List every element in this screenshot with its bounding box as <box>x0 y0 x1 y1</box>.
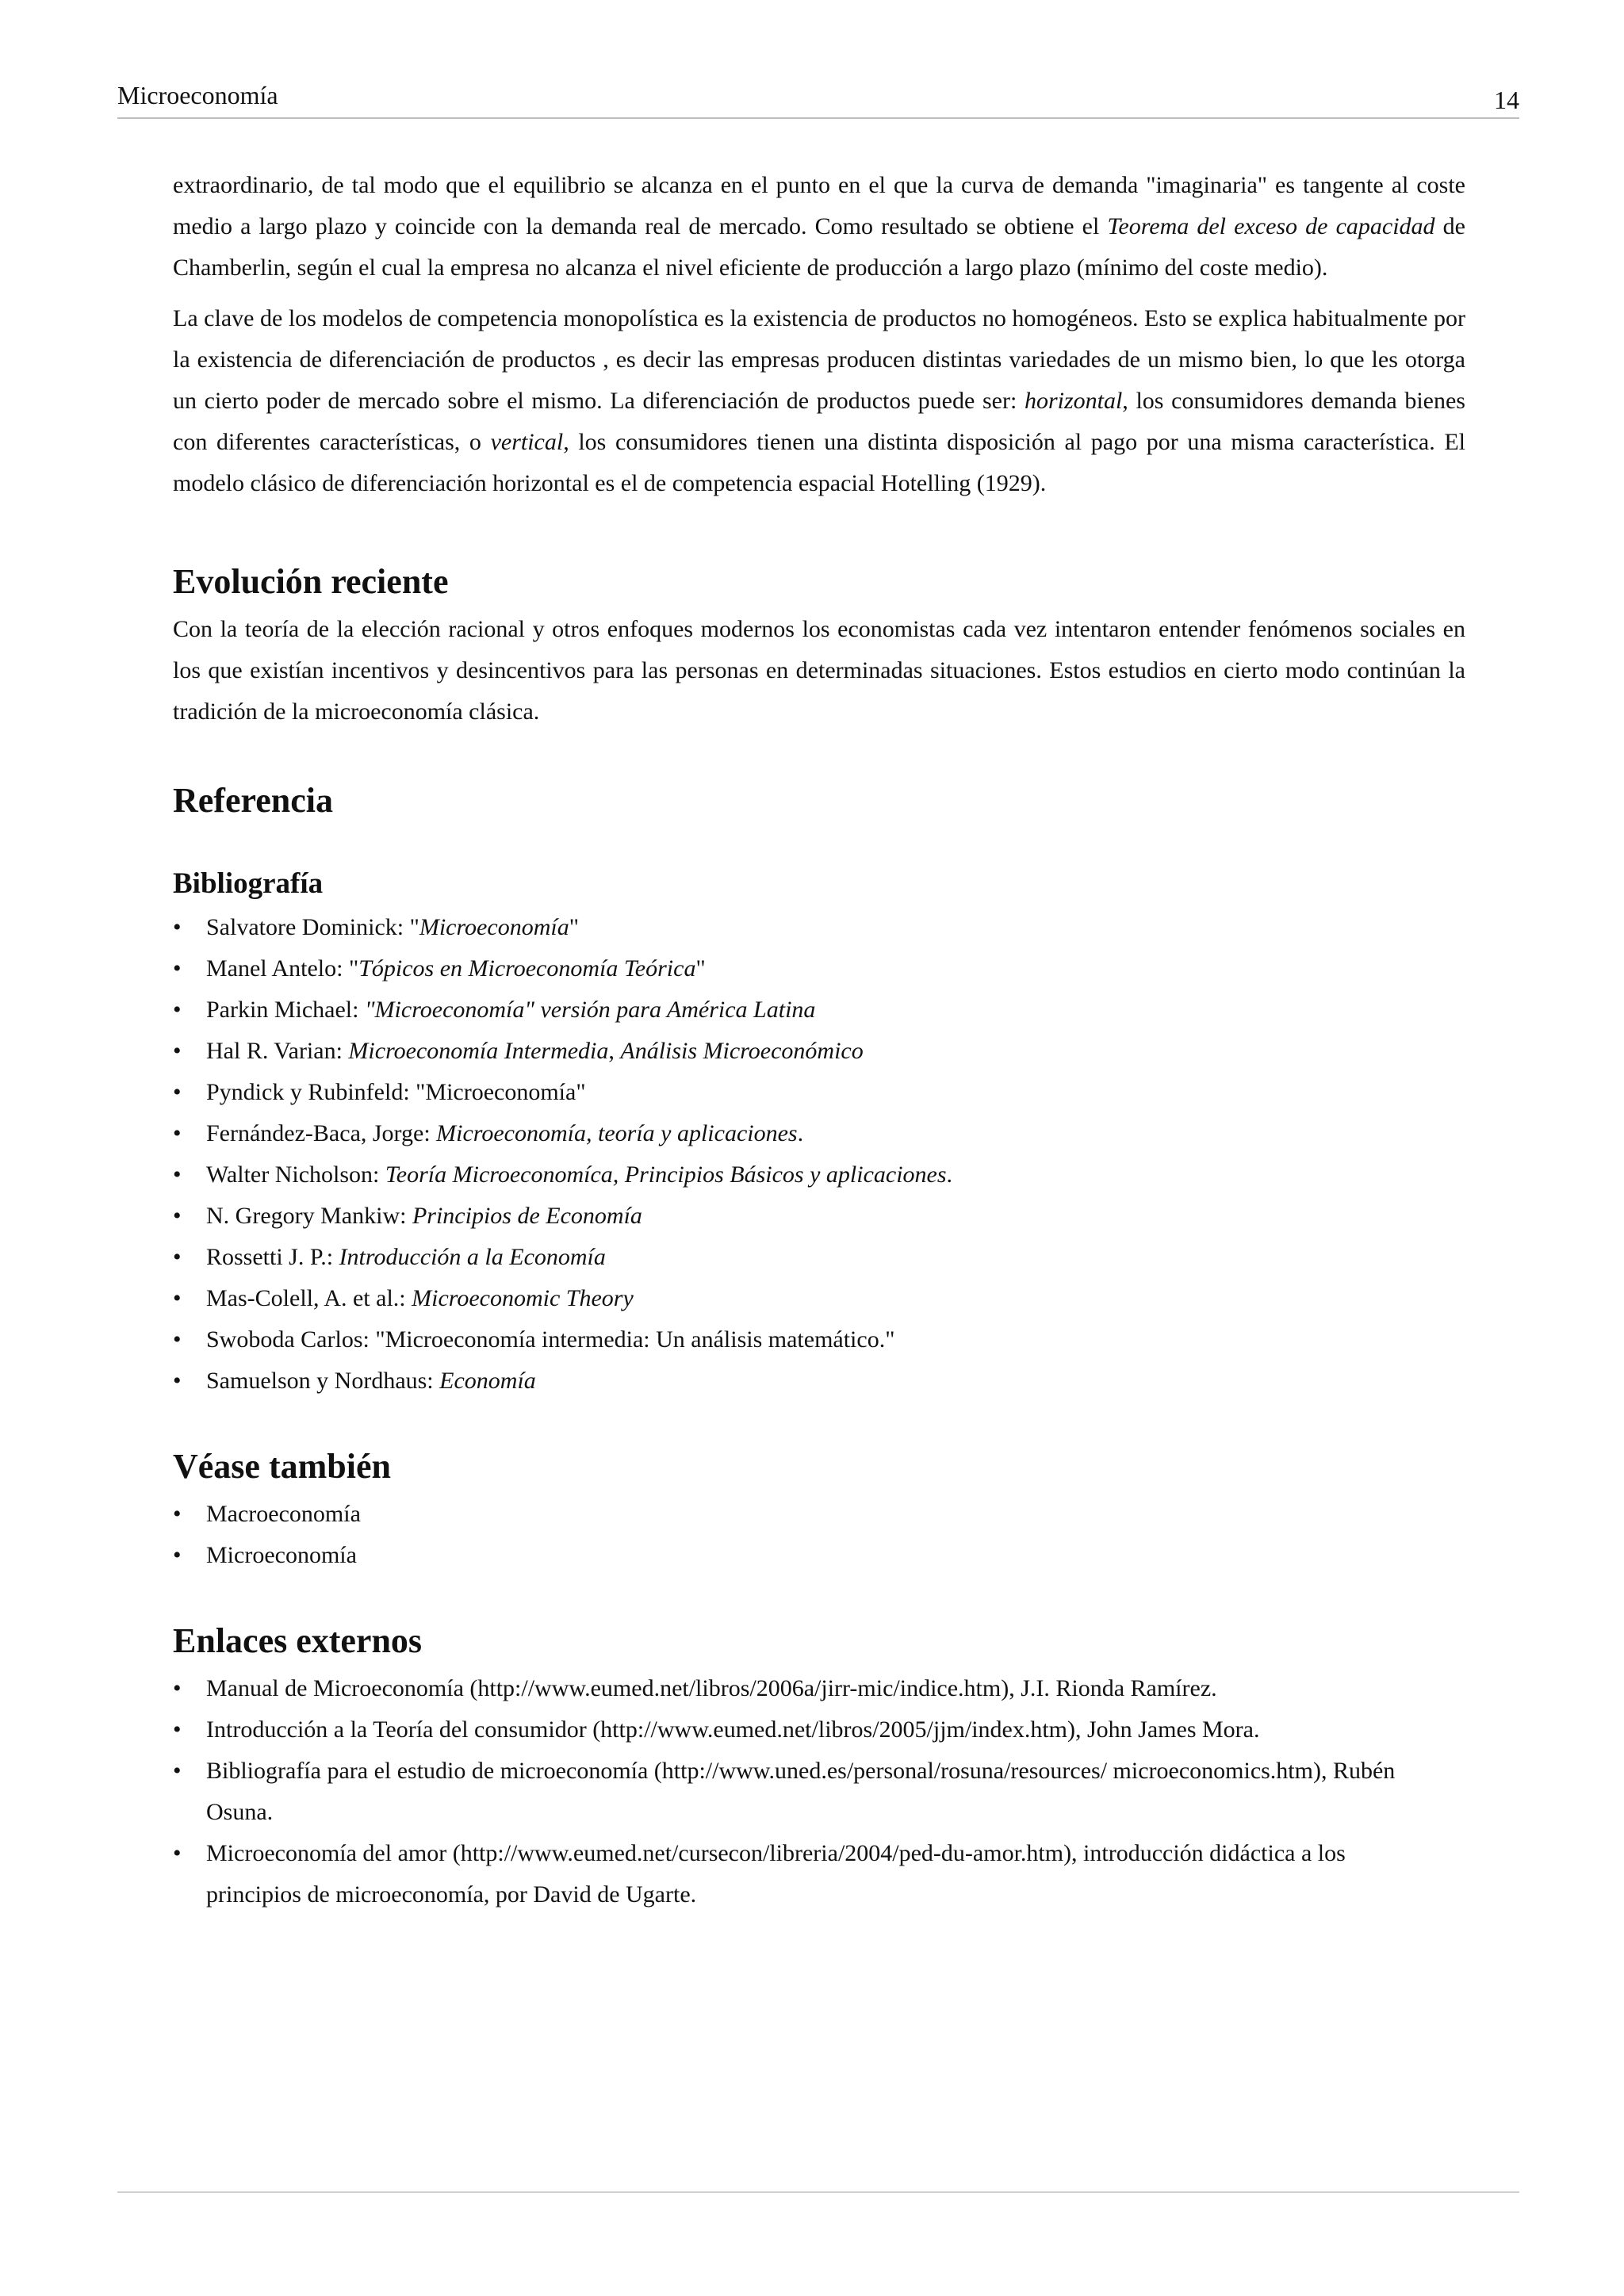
bullet-icon: • <box>173 1161 182 1188</box>
intro-paragraph-2: La clave de los modelos de competencia monopolística es la existencia de productos no homogéneos. Esto se explica habitualmente por la existencia de diferenciación de productos , es decir las empresas producen distintas variedades de un mismo bien, lo que les otorga un cierto poder de mercado sobre el mismo. La diferenciación de productos puede ser: horizontal, los consumidores demanda bienes con diferentes características, o vertical, los consumidores tienen una distinta disposición al pago por una misma característica. El modelo clásico de diferenciación horizontal es el de competencia espacial Hotelling (1929). <box>173 305 1465 496</box>
intro-paragraph-1: extraordinario, de tal modo que el equilibrio se alcanza en el punto en el que la curva de demanda "imaginaria" es tangente al coste medio a largo plazo y coincide con la demanda real de mercado. Como resultado se obtiene el Teorema del exceso de capacidad de Chamberlin, según el cual la empresa no alcanza el nivel eficiente de producción a largo plazo (mínimo del coste medio). <box>173 172 1465 281</box>
external-links-list <box>173 1668 1465 1915</box>
page-footer-rule <box>117 2191 1519 2193</box>
bullet-icon: • <box>173 1326 182 1353</box>
heading-enlaces-externos: Enlaces externos <box>173 1621 423 1660</box>
bibliography-item: • Swoboda Carlos: "Microeconomía intermedia: Un análisis matemático." <box>173 1319 1465 1360</box>
running-title: Microeconomía <box>117 81 278 109</box>
bullet-icon: • <box>173 914 182 940</box>
bibliography-item: • Salvatore Dominick: "Microeconomía" <box>173 907 1465 948</box>
see-also-item-macroeconomia[interactable]: • Macroeconomía <box>173 1494 1465 1535</box>
term-vertical: vertical <box>490 429 564 455</box>
external-link-item[interactable]: • Manual de Microeconomía (http://www.eumed.net/libros/2006a/jirr-mic/indice.htm), J.I. Rionda Ramírez. <box>173 1668 1465 1709</box>
bibliography-item: • Parkin Michael: "Microeconomía" versión para América Latina <box>173 989 1465 1031</box>
bibliography-item: • Mas-Colell, A. et al.: Microeconomic Theory <box>173 1278 1465 1319</box>
bibliography-item: • Fernández-Baca, Jorge: Microeconomía, teoría y aplicaciones. <box>173 1113 1465 1154</box>
bullet-icon: • <box>173 955 182 982</box>
bullet-icon: • <box>173 1675 182 1701</box>
heading-vease-tambien: Véase también <box>173 1447 391 1486</box>
bibliography-item: • N. Gregory Mankiw: Principios de Economía <box>173 1196 1465 1237</box>
heading-bibliografia: Bibliografía <box>173 867 324 900</box>
see-also-item-microeconomia[interactable]: • Microeconomía <box>173 1535 1465 1576</box>
bullet-icon: • <box>173 1501 182 1527</box>
bullet-icon: • <box>173 1203 182 1229</box>
page-content <box>173 165 1465 1915</box>
bibliography-item: • Manel Antelo: "Tópicos en Microeconomía Teórica" <box>173 948 1465 989</box>
bibliography-item: • Pyndick y Rubinfeld: "Microeconomía" <box>173 1072 1465 1113</box>
bibliography-item: • Hal R. Varian: Microeconomía Intermedia, Análisis Microeconómico <box>173 1031 1465 1072</box>
bullet-icon: • <box>173 1244 182 1270</box>
page-header <box>117 76 1519 119</box>
bullet-icon: • <box>173 1038 182 1064</box>
bibliography-list <box>173 907 1465 1402</box>
page-number: 14 <box>1494 86 1519 114</box>
bibliography-item: • Samuelson y Nordhaus: Economía <box>173 1360 1465 1402</box>
bibliography-item: • Walter Nicholson: Teoría Microeconomíca, Principios Básicos y aplicaciones. <box>173 1154 1465 1196</box>
external-link-item[interactable]: • Bibliografía para el estudio de microeconomía (http://www.uned.es/personal/rosuna/resources/ microeconomics.htm), Rubén Osuna. <box>173 1751 1465 1833</box>
bibliography-item: • Rossetti J. P.: Introducción a la Economía <box>173 1237 1465 1278</box>
term-horizontal: horizontal <box>1024 388 1123 414</box>
heading-evolucion: Evolución reciente <box>173 562 449 601</box>
bullet-icon: • <box>173 1285 182 1311</box>
bullet-icon: • <box>173 1840 182 1866</box>
external-link-item[interactable]: • Microeconomía del amor (http://www.eumed.net/cursecon/libreria/2004/ped-du-amor.htm), introducción didáctica a los principios de microeconomía, por David de Ugarte. <box>173 1833 1465 1915</box>
bullet-icon: • <box>173 1120 182 1146</box>
external-link-item[interactable]: • Introducción a la Teoría del consumidor (http://www.eumed.net/libros/2005/jjm/index.htm), John James Mora. <box>173 1709 1465 1751</box>
bullet-icon: • <box>173 1758 182 1784</box>
theorem-name: Teorema del exceso de capacidad <box>1107 213 1435 239</box>
bullet-icon: • <box>173 1079 182 1105</box>
heading-referencia: Referencia <box>173 781 333 820</box>
bullet-icon: • <box>173 1542 182 1568</box>
bullet-icon: • <box>173 997 182 1023</box>
bullet-icon: • <box>173 1368 182 1394</box>
see-also-list <box>173 1494 1465 1576</box>
evolucion-paragraph: Con la teoría de la elección racional y otros enfoques modernos los economistas cada vez intentaron entender fenómenos sociales en los que existían incentivos y desincentivos para las personas en determinadas situaciones. Estos estudios en cierto modo continúan la tradición de la microeconomía clásica. <box>173 616 1465 725</box>
bullet-icon: • <box>173 1716 182 1743</box>
